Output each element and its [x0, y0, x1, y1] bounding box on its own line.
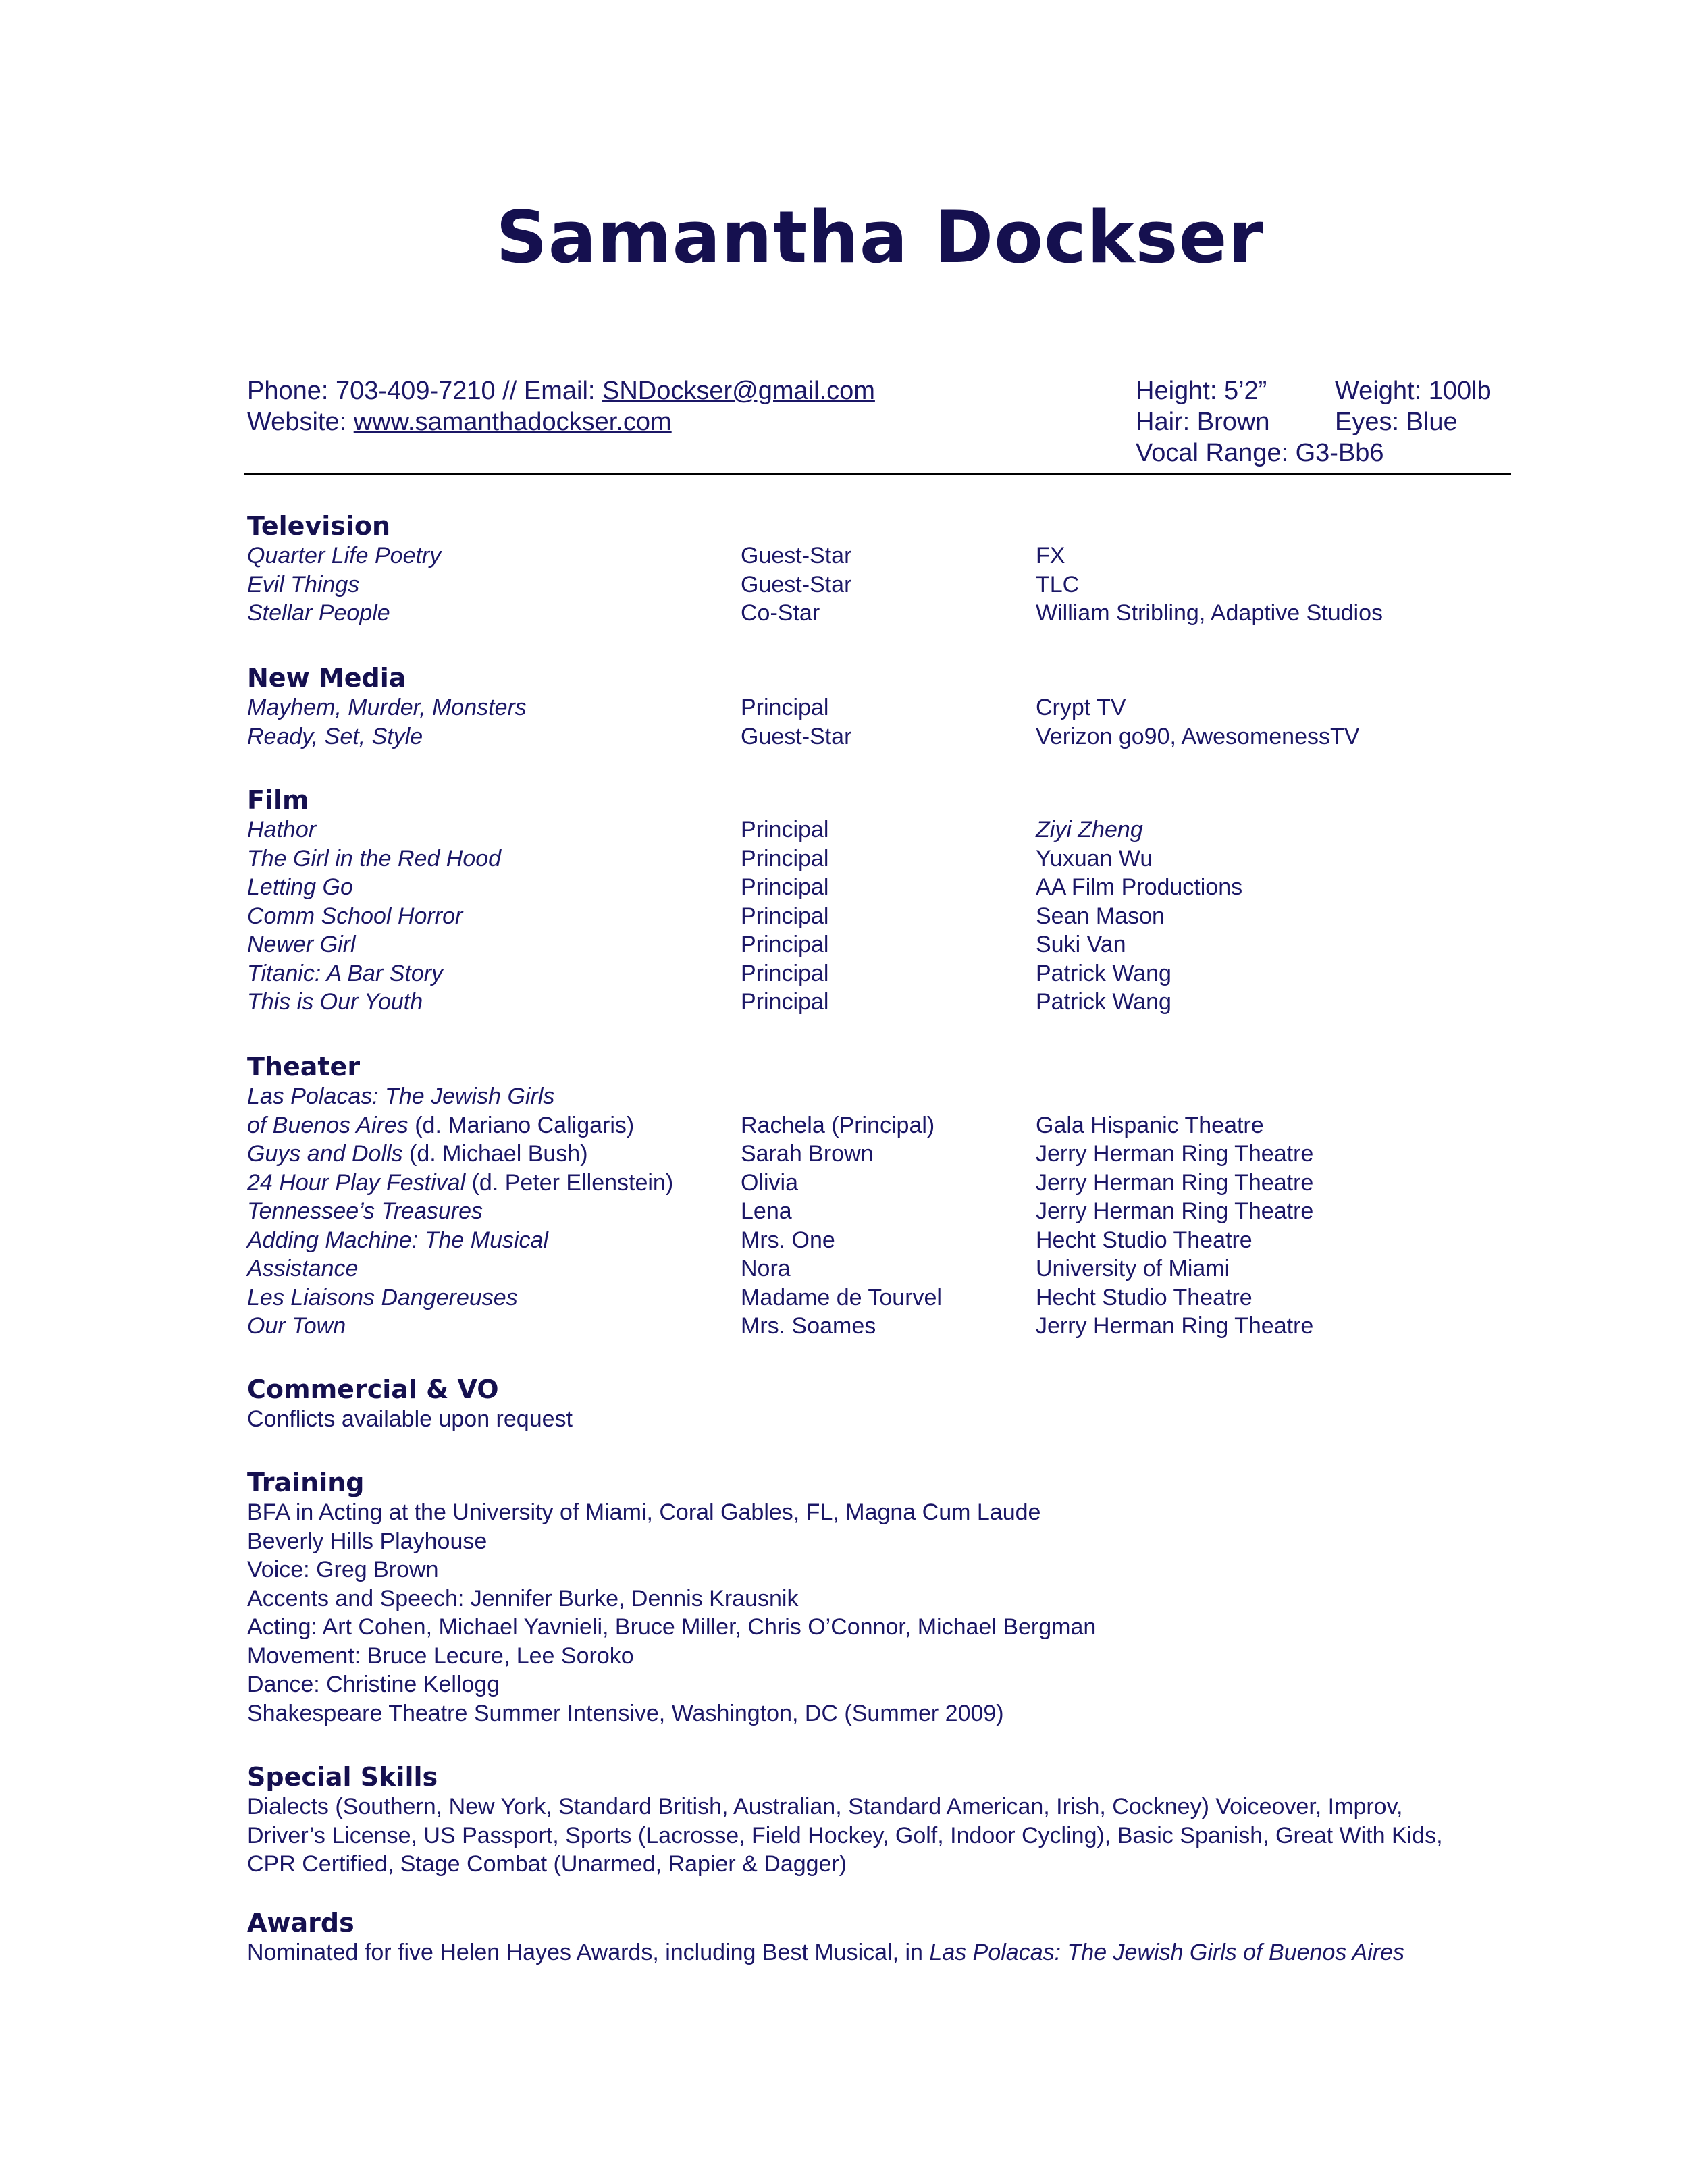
credit-title: Hathor	[247, 817, 317, 843]
section-heading: Training	[247, 1468, 365, 1497]
training-line: BFA in Acting at the University of Miami, Coral Gables, FL, Magna Cum Laude	[247, 1499, 1041, 1525]
credit-title	[247, 1111, 634, 1140]
credit-company: Ziyi Zheng	[1036, 817, 1143, 843]
credit-role: Principal	[741, 903, 829, 929]
television-section	[247, 510, 1383, 628]
credit-title: Quarter Life Poetry	[247, 543, 442, 568]
credit-title: The Girl in the Red Hood	[247, 845, 502, 872]
credit-role: Principal	[741, 874, 829, 900]
credit-director: (d. Peter Ellenstein)	[465, 1169, 674, 1196]
credit-role: Olivia	[741, 1169, 799, 1196]
credit-company: University of Miami	[1036, 1256, 1230, 1281]
credit-company: Hecht Studio Theatre	[1036, 1227, 1252, 1253]
credit-company: AA Film Productions	[1036, 874, 1243, 900]
credit-company: Suki Van	[1036, 932, 1126, 957]
credit-row	[247, 873, 1243, 902]
phone-label: Phone: 703-409-7210 // Email:	[247, 377, 603, 405]
credit-title: Mayhem, Murder, Monsters	[247, 695, 527, 720]
credit-role: Nora	[741, 1256, 791, 1281]
credit-title-text: Our Town	[247, 1313, 346, 1339]
credit-row	[247, 1197, 1314, 1226]
credit-title: Ready, Set, Style	[247, 723, 423, 749]
skills-line: Dialects (Southern, New York, Standard British, Australian, Standard American, Irish, Cockney) Voiceover, Improv,	[247, 1794, 1403, 1819]
credit-row	[247, 930, 1126, 959]
skills-line: Driver’s License, US Passport, Sports (Lacrosse, Field Hockey, Golf, Indoor Cycling), Basic Spanish, Great With Kids,	[247, 1822, 1443, 1848]
credit-company: Verizon go90, AwesomenessTV	[1036, 723, 1360, 749]
website-label: Website:	[247, 408, 354, 436]
credit-role: Principal	[741, 989, 829, 1015]
training-section	[247, 1467, 1096, 1728]
section-heading: Awards	[247, 1908, 354, 1938]
credit-row	[247, 988, 1171, 1017]
training-line: Shakespeare Theatre Summer Intensive, Washington, DC (Summer 2009)	[247, 1700, 1004, 1726]
training-line: Dance: Christine Kellogg	[247, 1672, 500, 1697]
credit-row	[247, 902, 1165, 931]
credit-role: Principal	[741, 817, 829, 843]
credit-title-text: Guys and Dolls	[247, 1141, 403, 1167]
credit-title: Letting Go	[247, 874, 353, 900]
credit-role: Principal	[741, 960, 829, 986]
vocal-range-stat: Vocal Range: G3-Bb6	[1136, 439, 1384, 467]
section-heading: Film	[247, 785, 309, 815]
awards-text: Nominated for five Helen Hayes Awards, including Best Musical, in	[247, 1940, 930, 1965]
height-stat: Height: 5’2”	[1136, 377, 1267, 405]
credit-company: Jerry Herman Ring Theatre	[1036, 1198, 1314, 1224]
credit-role: Mrs. One	[741, 1227, 835, 1253]
credit-company: Patrick Wang	[1036, 989, 1171, 1015]
section-heading: Commercial & VO	[247, 1375, 499, 1404]
email-link[interactable]: SNDockser@gmail.com	[602, 377, 875, 405]
credit-role: Principal	[741, 932, 829, 957]
credit-title: Titanic: A Bar Story	[247, 960, 444, 986]
special-skills-section	[247, 1761, 1443, 1879]
credit-company: William Stribling, Adaptive Studios	[1036, 600, 1383, 626]
section-heading: Television	[247, 511, 391, 541]
credit-title-text: Tennessee’s Treasures	[247, 1198, 483, 1224]
section-heading: Special Skills	[247, 1762, 438, 1792]
new-media-section	[247, 662, 1360, 751]
website-line	[247, 406, 875, 437]
credit-director: (d. Michael Bush)	[402, 1141, 588, 1167]
contact-line	[247, 375, 875, 406]
theater-section	[247, 1051, 1314, 1341]
credit-company: TLC	[1036, 571, 1080, 597]
credit-role: Sarah Brown	[741, 1141, 874, 1167]
credit-role: Principal	[741, 695, 829, 720]
credit-row	[247, 959, 1171, 988]
awards-section	[247, 1907, 1404, 1967]
credit-row	[247, 1312, 1314, 1341]
credit-title: Evil Things	[247, 571, 360, 597]
credit-company: Jerry Herman Ring Theatre	[1036, 1313, 1314, 1339]
commercial-section	[247, 1374, 573, 1434]
credit-row	[247, 541, 1065, 570]
contact-block	[247, 375, 875, 437]
skills-line: CPR Certified, Stage Combat (Unarmed, Rapier & Dagger)	[247, 1851, 847, 1877]
awards-show-title: Las Polacas: The Jewish Girls of Buenos Aires	[929, 1940, 1405, 1965]
credit-title: Las Polacas: The Jewish Girls	[247, 1084, 555, 1109]
credit-title	[247, 1140, 588, 1168]
credit-title: This is Our Youth	[247, 989, 423, 1015]
credit-title-text: Adding Machine: The Musical	[247, 1227, 549, 1253]
credit-title: Newer Girl	[247, 932, 356, 957]
credit-row	[247, 693, 1126, 722]
credit-role: Co-Star	[741, 600, 820, 626]
credit-title	[247, 1283, 518, 1312]
credit-company: Hecht Studio Theatre	[1036, 1284, 1252, 1310]
credit-role: Guest-Star	[741, 543, 852, 568]
website-link[interactable]: www.samanthadockser.com	[353, 408, 672, 436]
credit-company: Jerry Herman Ring Theatre	[1036, 1169, 1314, 1196]
film-section	[247, 784, 1243, 1017]
credit-company: FX	[1036, 543, 1065, 568]
credit-role: Mrs. Soames	[741, 1313, 876, 1339]
credit-row	[247, 1283, 1252, 1312]
credit-company: Sean Mason	[1036, 903, 1165, 929]
credit-role: Rachela (Principal)	[741, 1112, 935, 1138]
training-line: Voice: Greg Brown	[247, 1557, 439, 1582]
credit-director: (d. Mariano Caligaris)	[408, 1112, 635, 1138]
credit-row	[247, 1254, 1230, 1283]
credit-title	[247, 1169, 673, 1197]
training-line: Acting: Art Cohen, Michael Yavnieli, Bruce Miller, Chris O’Connor, Michael Bergman	[247, 1614, 1097, 1640]
credit-title-text: Les Liaisons Dangereuses	[247, 1284, 518, 1310]
credit-title	[247, 1312, 346, 1340]
credit-title-text: of Buenos Aires	[247, 1112, 408, 1138]
credit-title: Stellar People	[247, 600, 390, 626]
section-heading: Theater	[247, 1052, 361, 1082]
credit-row	[247, 722, 1360, 751]
credit-company: Jerry Herman Ring Theatre	[1036, 1141, 1314, 1167]
credit-row	[247, 816, 1143, 845]
eyes-stat: Eyes: Blue	[1335, 408, 1458, 436]
hair-stat: Hair: Brown	[1136, 408, 1270, 436]
credit-row	[247, 599, 1383, 628]
weight-stat: Weight: 100lb	[1335, 377, 1492, 405]
credit-role: Lena	[741, 1198, 792, 1224]
credit-row	[247, 1111, 1264, 1140]
credit-role: Principal	[741, 845, 829, 872]
credit-row	[247, 570, 1080, 600]
section-heading: New Media	[247, 663, 406, 693]
credit-row	[247, 1169, 1314, 1198]
credit-title-text: 24 Hour Play Festival	[247, 1169, 466, 1196]
training-line: Beverly Hills Playhouse	[247, 1528, 487, 1554]
credit-company: Patrick Wang	[1036, 960, 1171, 986]
credit-title	[247, 1197, 483, 1225]
credit-title	[247, 1226, 548, 1254]
credit-role: Guest-Star	[741, 571, 852, 597]
credit-company: Crypt TV	[1036, 695, 1126, 720]
awards-line	[247, 1938, 1404, 1967]
credit-company: Yuxuan Wu	[1036, 845, 1153, 872]
training-line: Movement: Bruce Lecure, Lee Soroko	[247, 1643, 634, 1669]
training-line: Accents and Speech: Jennifer Burke, Dennis Krausnik	[247, 1585, 799, 1612]
commercial-text: Conflicts available upon request	[247, 1406, 573, 1432]
credit-row	[247, 1226, 1252, 1255]
credit-title	[247, 1254, 358, 1283]
credit-title: Comm School Horror	[247, 903, 463, 929]
credit-row	[247, 1140, 1314, 1169]
credit-row	[247, 845, 1153, 874]
resume-name: Samantha Dockser	[496, 196, 1264, 279]
credit-title-text: Assistance	[247, 1256, 359, 1281]
credit-role: Madame de Tourvel	[741, 1284, 942, 1310]
credit-role: Guest-Star	[741, 723, 852, 749]
header-divider	[244, 473, 1511, 475]
credit-company: Gala Hispanic Theatre	[1036, 1112, 1264, 1138]
credit-row	[247, 1082, 555, 1111]
stats-block	[1136, 375, 1492, 469]
